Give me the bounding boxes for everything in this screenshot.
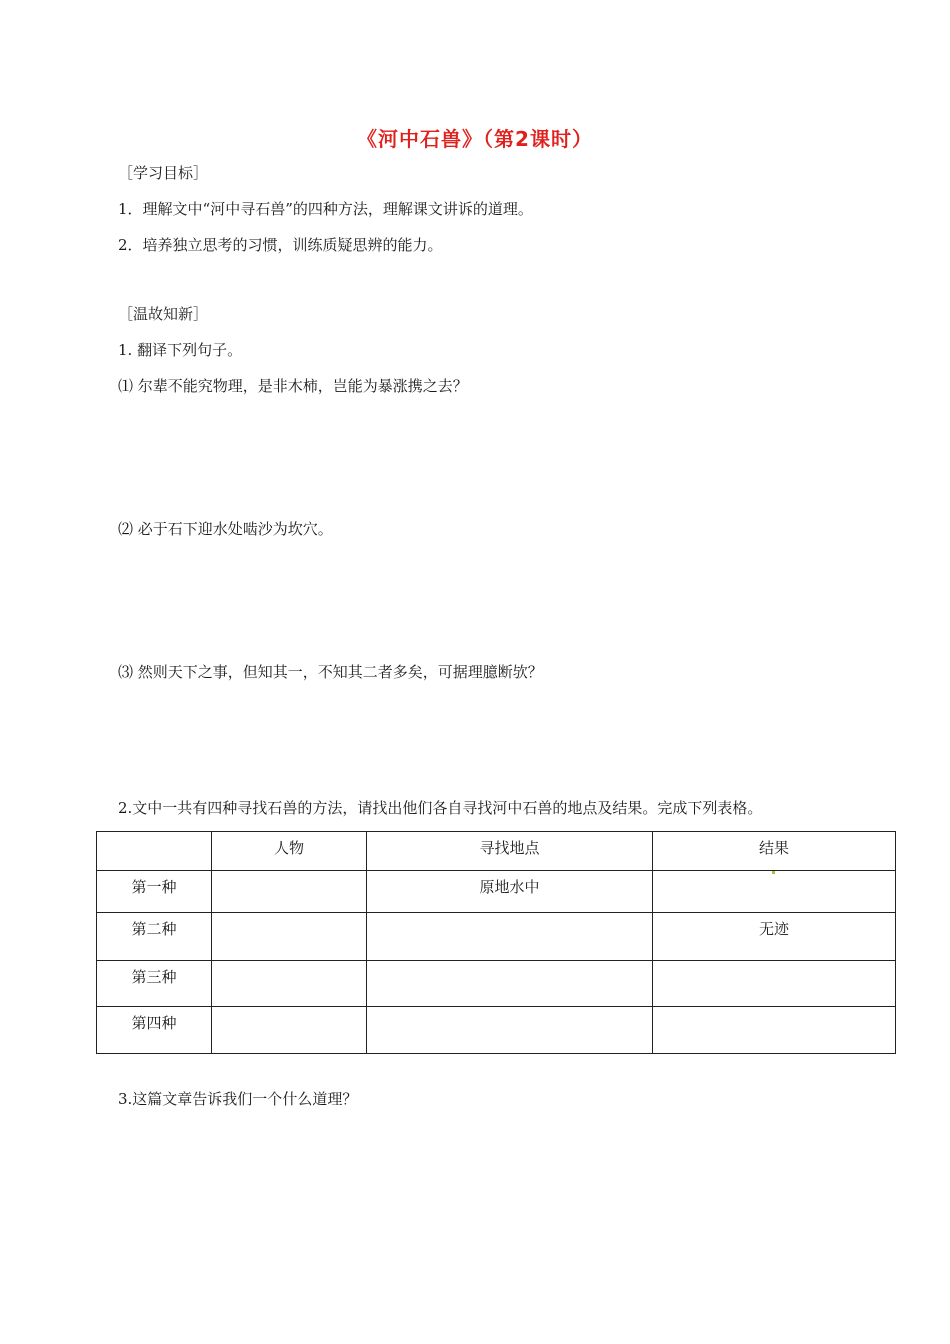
table-row (97, 1007, 896, 1054)
table-cell (212, 1007, 367, 1054)
table-cell: 第三种 (97, 961, 212, 1007)
table-cell: 第二种 (97, 913, 212, 961)
table-row (97, 913, 896, 961)
table-row (97, 871, 896, 913)
goal-item-2: 2．培养独立思考的习惯，训练质疑思辨的能力。 (118, 236, 443, 254)
goal-item-1: 1．理解文中“河中寻石兽”的四种方法，理解课文讲诉的道理。 (118, 200, 533, 218)
table-cell (653, 961, 896, 1007)
search-methods-table (96, 831, 896, 1054)
question-3: 3.这篇文章告诉我们一个什么道理？ (118, 1090, 358, 1108)
sentence-2: ⑵ 必于石下迎水处啮沙为坎穴。 (118, 520, 333, 538)
table-cell (367, 1007, 653, 1054)
page-title: 《河中石兽》（第2课时） (357, 127, 593, 151)
table-cell: 原地水中 (367, 871, 653, 913)
question-2: 2.文中一共有四种寻找石兽的方法，请找出他们各自寻找河中石兽的地点及结果。完成下列表格。 (118, 799, 763, 817)
table-cell (653, 871, 896, 913)
table-cell: 第一种 (97, 871, 212, 913)
table-cell (367, 913, 653, 961)
table-header-cell: 人物 (212, 832, 367, 871)
table-row (97, 961, 896, 1007)
table-cell: 第四种 (97, 1007, 212, 1054)
table-header-cell: 结果 (653, 832, 896, 871)
stray-dot-mark (772, 871, 775, 874)
table-cell (367, 961, 653, 1007)
table-cell (212, 871, 367, 913)
review-heading: ［温故知新］ (118, 305, 209, 323)
table-cell (212, 913, 367, 961)
table-header-row (97, 832, 896, 871)
table-cell (653, 1007, 896, 1054)
table-cell: 无迹 (653, 913, 896, 961)
sentence-3: ⑶ 然则天下之事，但知其一，不知其二者多矣，可据理臆断欤？ (118, 663, 543, 681)
table-header-cell: 寻找地点 (367, 832, 653, 871)
table-cell (212, 961, 367, 1007)
table-header-cell (97, 832, 212, 871)
goals-heading: ［学习目标］ (118, 164, 209, 182)
question-1: 1. 翻译下列句子。 (118, 341, 243, 359)
sentence-1: ⑴ 尔辈不能究物理，是非木柿，岂能为暴涨携之去？ (118, 377, 468, 395)
